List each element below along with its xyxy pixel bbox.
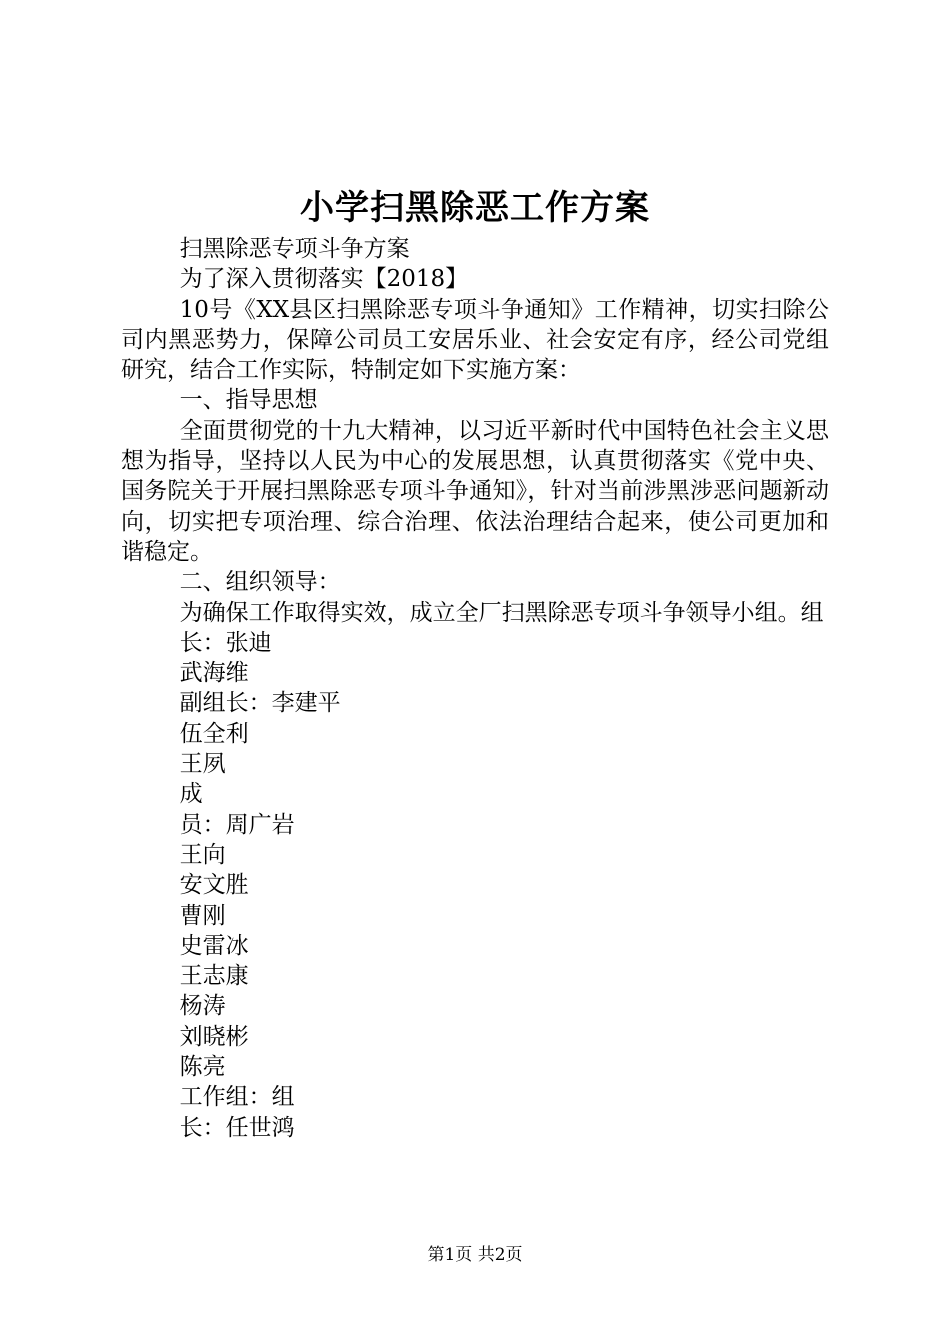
paragraph: 为了深入贯彻落实【2018】 — [179, 266, 469, 293]
member-line: 王志康 — [179, 963, 249, 990]
section-heading: 一、指导思想 — [179, 387, 318, 414]
member-line: 陈亮 — [179, 1054, 226, 1081]
member-line: 副组长：李建平 — [179, 690, 341, 717]
member-line: 武海维 — [179, 660, 249, 687]
member-line: 伍全利 — [179, 720, 249, 747]
document-title: 小学扫黑除恶工作方案 — [300, 188, 650, 228]
member-line: 安文胜 — [179, 872, 249, 899]
document-body — [121, 234, 829, 1143]
member-line: 工作组：组 — [179, 1084, 295, 1111]
member-line: 史雷冰 — [179, 932, 249, 959]
paragraph: 为确保工作取得实效，成立全厂扫黑除恶专项斗争领导小组。组 — [179, 599, 824, 626]
member-line: 长：任世鸿 — [179, 1114, 295, 1141]
paragraph: 10号《XX县区扫黑除恶专项斗争通知》工作精神，切实扫除公司内黑恶势力，保障公司员工安居乐业、社会安定有序，经公司党组研究，结合工作实际，特制定如下实施方案： — [121, 296, 829, 384]
section-heading: 二、组织领导： — [179, 569, 341, 596]
member-line: 成 — [179, 781, 203, 808]
member-line: 杨涛 — [179, 993, 226, 1020]
member-line: 员：周广岩 — [179, 811, 295, 838]
page-number-footer: 第1页 共2页 — [427, 1245, 523, 1265]
paragraph: 全面贯彻党的十九大精神，以习近平新时代中国特色社会主义思想为指导，坚持以人民为中心的发展思想，认真贯彻落实《党中央、国务院关于开展扫黑除恶专项斗争通知》，针对当前涉黑涉恶问题新动向，切实把专项治理、综合治理、依法治理结合起来，使公司更加和谐稳定。 — [121, 417, 829, 565]
member-line: 刘晓彬 — [179, 1023, 249, 1050]
paragraph: 扫黑除恶专项斗争方案 — [179, 236, 410, 262]
member-line: 曹刚 — [179, 902, 226, 929]
member-line: 长：张迪 — [179, 629, 272, 656]
member-line: 王夙 — [179, 751, 226, 778]
member-line: 王向 — [179, 841, 226, 868]
